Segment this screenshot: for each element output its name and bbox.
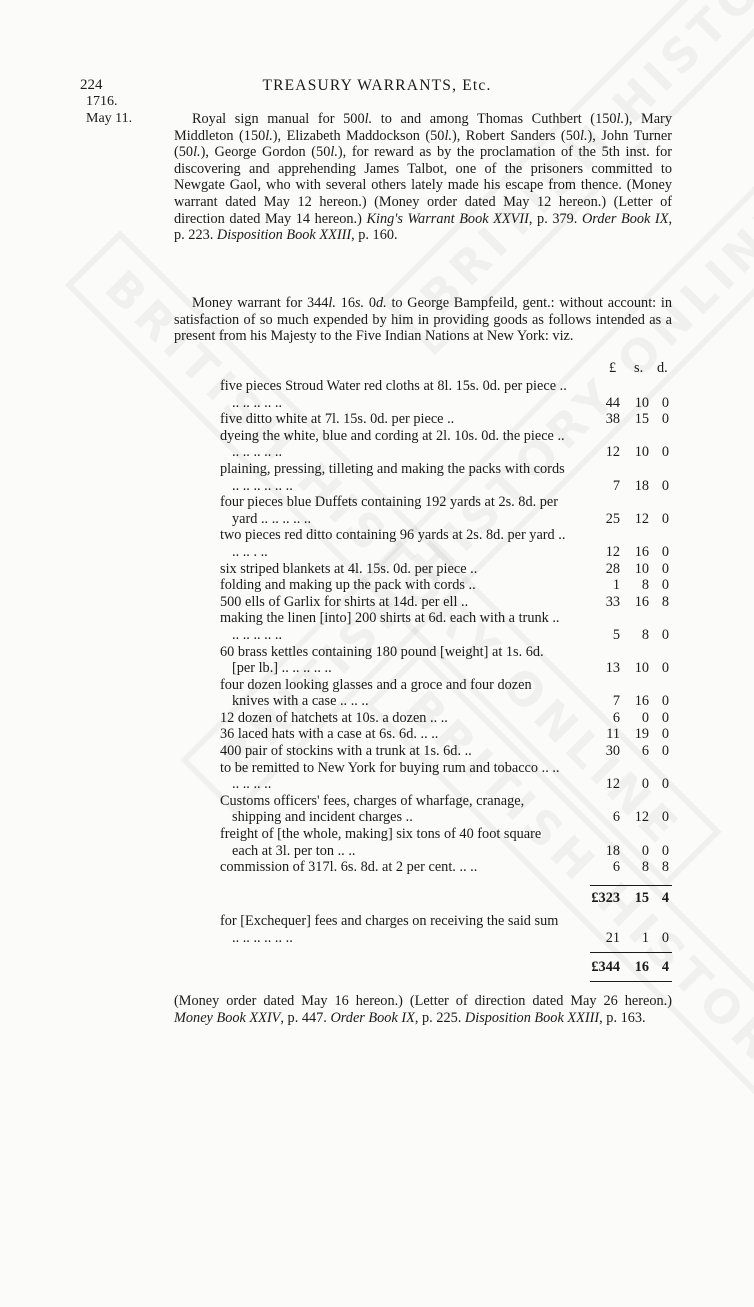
item-amount-l: 33: [605, 593, 620, 610]
item-description: to be remitted to New York for buying rum and tobacco .. .. .. .. .. ..: [220, 759, 560, 793]
account-item: [220, 793, 672, 826]
item-amount-d: 0: [661, 477, 669, 494]
item-amount-l: 6: [612, 859, 620, 876]
item-description: commission of 317l. 6s. 8d. at 2 per cent. .. ..: [220, 859, 478, 876]
item-amount-s: 16: [634, 593, 649, 610]
item-amount-l: 12: [605, 776, 620, 793]
account-item: [220, 859, 672, 876]
item-amount-l: 28: [605, 560, 620, 577]
item-description: six striped blankets at 4l. 15s. 0d. per piece ..: [220, 560, 478, 577]
fees-item: for [Exchequer] fees and charges on receiving the said sum .. .. .. .. .. .. 21 1 0: [220, 913, 669, 946]
item-amount-d: 0: [661, 776, 669, 793]
item-description: two pieces red ditto containing 96 yards at 2s. 8d. per yard .. .. .. . ..: [220, 527, 566, 560]
account-item: [220, 760, 672, 793]
account-item: [220, 726, 672, 743]
account-items: [220, 378, 672, 876]
closing-paragraph: (Money order dated May 16 hereon.) (Letter of direction dated May 26 hereon.) Money Book XXIV, p. 447. Order Book IX, p. 225. Disposition Book XXIII, p. 163.: [174, 993, 672, 1026]
item-description: four dozen looking glasses and a groce and four dozen knives with a case .. .. ..: [220, 676, 532, 710]
item-amount-s: 16: [634, 693, 649, 710]
item-description: 12 dozen of hatchets at 10s. a dozen .. ..: [220, 709, 448, 726]
item-amount-l: 1: [612, 577, 620, 594]
item-amount-d: 0: [661, 577, 669, 594]
item-amount-l: 38: [605, 411, 620, 428]
account-item: [220, 743, 672, 760]
item-amount-s: 15: [634, 411, 649, 428]
warrant-paragraph-2: Money warrant for 344l. 16s. 0d. to George Bampfeild, gent.: without account: in satisfaction of so much expended by him in providing goods as follows intended as a present from his Majesty to the Five Indian Nations at New York: viz.: [174, 295, 672, 345]
item-amount-l: 7: [612, 477, 620, 494]
item-amount-d: 0: [661, 709, 669, 726]
item-description: four pieces blue Duffets containing 192 yards at 2s. 8d. per yard .. .. .. .. ..: [220, 494, 559, 527]
page-number: 224: [80, 77, 103, 93]
item-amount-d: 0: [661, 626, 669, 643]
account-item: [220, 461, 672, 494]
account-item: [220, 527, 672, 560]
account-item: [220, 710, 672, 727]
margin-year: 1716.: [86, 94, 118, 109]
item-amount-d: 0: [661, 660, 669, 677]
item-amount-s: 8: [641, 859, 649, 876]
item-description: folding and making up the pack with cords ..: [220, 577, 476, 594]
account-item: [220, 577, 672, 594]
account-item: [220, 378, 672, 411]
col-shilling: s.: [634, 360, 644, 376]
item-amount-l: 11: [606, 726, 620, 743]
item-amount-d: 0: [661, 560, 669, 577]
item-amount-d: 0: [661, 444, 669, 461]
item-description: making the linen [into] 200 shirts at 6d. each with a trunk .. .. .. .. .. ..: [220, 610, 560, 643]
item-amount-l: 18: [605, 842, 620, 859]
item-amount-s: 10: [634, 444, 649, 461]
item-amount-d: 0: [661, 726, 669, 743]
item-amount-s: 0: [641, 709, 649, 726]
item-description: freight of [the whole, making] six tons of 40 foot square each at 3l. per ton .. ..: [220, 826, 542, 859]
item-amount-d: 0: [661, 510, 669, 527]
item-amount-s: 10: [634, 560, 649, 577]
reference: Disposition Book XXIII: [464, 1009, 600, 1026]
item-amount-s: 10: [634, 394, 649, 411]
running-head: TREASURY WARRANTS, Etc.: [262, 77, 492, 94]
item-amount-l: 12: [605, 444, 620, 461]
account-item: [220, 594, 672, 611]
item-amount-l: 25: [605, 510, 620, 527]
account-item: [220, 428, 672, 461]
item-description: 400 pair of stockins with a trunk at 1s. 6d. ..: [220, 743, 472, 760]
item-amount-s: 6: [641, 743, 649, 760]
account-item: [220, 677, 672, 710]
item-amount-s: 19: [634, 726, 649, 743]
item-amount-l: 6: [612, 709, 620, 726]
item-amount-s: 8: [641, 577, 649, 594]
account-item: [220, 610, 672, 643]
grand-total: £344 16 4: [591, 959, 669, 975]
item-amount-s: 12: [634, 809, 649, 826]
item-amount-s: 0: [641, 842, 649, 859]
rule: [590, 885, 672, 886]
item-description: 500 ells of Garlix for shirts at 14d. per ell ..: [220, 593, 469, 610]
item-description: 36 laced hats with a case at 6s. 6d. .. ..: [220, 726, 439, 743]
item-amount-l: 30: [605, 743, 620, 760]
reference: King's Warrant Book XXVII: [366, 210, 529, 227]
warrant-paragraph-1: Royal sign manual for 500l. to and among Thomas Cuthbert (150l.), Mary Middleton (150l.), Elizabeth Maddockson (50l.), Robert Sanders (50l.), John Turner (50l.), George Gordon (50l.), for reward as by the proclamation of the 5th inst. for discovering and apprehending James Talbot, one of the prisoners committed to Newgate Gaol, who with several others lately made his escape from thence. (Money warrant dated May 12 hereon.) (Money order dated May 12 hereon.) (Letter of direction dated May 14 hereon.) King's Warrant Book XXVII, p. 379. Order Book IX, p. 223. Disposition Book XXIII, p. 160.: [174, 111, 673, 244]
item-description: 60 brass kettles containing 180 pound [weight] at 1s. 6d. [per lb.] .. .. .. .. ..: [220, 643, 544, 677]
item-amount-d: 0: [661, 743, 669, 760]
item-amount-d: 8: [661, 859, 669, 876]
item-amount-s: 18: [634, 477, 649, 494]
account-item: [220, 411, 672, 428]
item-amount-l: 5: [612, 626, 620, 643]
reference: Money Book XXIV: [174, 1009, 281, 1026]
reference: Disposition Book XXIII: [216, 227, 352, 244]
account-item: [220, 494, 672, 527]
item-amount-s: 16: [634, 543, 649, 560]
account-item: [220, 644, 672, 677]
item-description: plaining, pressing, tilleting and making the packs with cords .. .. .. .. .. ..: [220, 460, 565, 494]
account-item: [220, 826, 672, 859]
item-amount-d: 0: [661, 693, 669, 710]
item-amount-d: 0: [661, 394, 669, 411]
item-amount-d: 0: [661, 543, 669, 560]
item-amount-d: 0: [661, 411, 669, 428]
item-amount-l: 6: [612, 809, 620, 826]
item-description: Customs officers' fees, charges of wharfage, cranage, shipping and incident charges ..: [220, 792, 525, 826]
item-amount-l: 7: [612, 693, 620, 710]
subtotal: £323 15 4: [591, 890, 669, 906]
item-amount-l: 44: [605, 394, 620, 411]
item-amount-d: 0: [661, 809, 669, 826]
rule: [590, 981, 672, 982]
item-amount-l: 12: [605, 543, 620, 560]
item-description: dyeing the white, blue and cording at 2l. 10s. 0d. the piece .. .. .. .. .. ..: [220, 427, 565, 461]
item-amount-l: 13: [605, 660, 620, 677]
item-description: five ditto white at 7l. 15s. 0d. per piece ..: [220, 411, 455, 428]
col-pound: £: [609, 360, 617, 376]
margin-date: May 11.: [86, 111, 133, 126]
rule: [590, 952, 672, 953]
item-description: five pieces Stroud Water red cloths at 8l. 15s. 0d. per piece .. .. .. .. .. ..: [220, 378, 567, 411]
reference: Order Book IX: [330, 1009, 415, 1026]
item-amount-d: 8: [661, 593, 669, 610]
item-amount-s: 8: [641, 626, 649, 643]
item-amount-s: 0: [641, 776, 649, 793]
reference: Order Book IX: [581, 210, 669, 227]
account-item: [220, 561, 672, 578]
item-amount-d: 0: [661, 842, 669, 859]
item-amount-s: 10: [634, 660, 649, 677]
item-amount-s: 12: [634, 510, 649, 527]
col-pence: d.: [657, 360, 668, 376]
